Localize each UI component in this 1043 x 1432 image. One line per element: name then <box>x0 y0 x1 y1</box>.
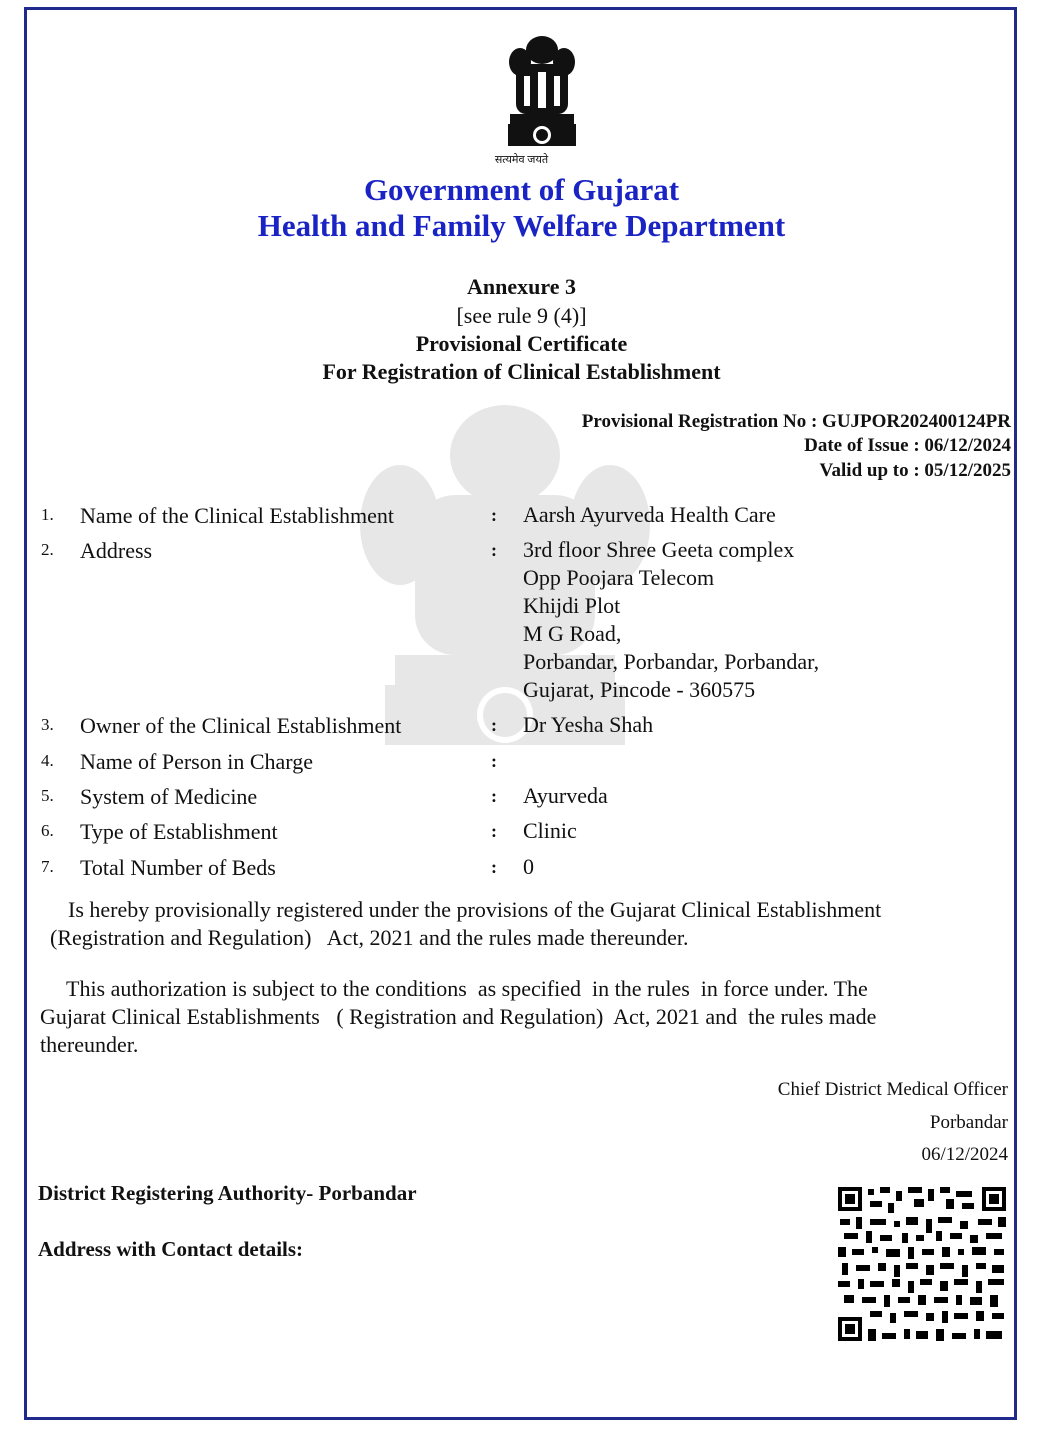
paragraph-line: thereunder. <box>40 1032 139 1057</box>
paragraph-line: Gujarat Clinical Establishments ( Registration and Regulation) Act, 2021 and the rules made <box>40 1004 877 1029</box>
row-label: Type of Establishment <box>80 819 278 844</box>
rule-reference: [see rule 9 (4)] <box>456 303 587 328</box>
row-colon: : <box>491 857 497 877</box>
date-of-issue: Date of Issue : 06/12/2024 <box>804 435 1011 456</box>
row-colon: : <box>491 786 497 806</box>
row-label: Address <box>80 538 153 563</box>
row-value: Aarsh Ayurveda Health Care <box>523 502 776 527</box>
signatory-date: 06/12/2024 <box>921 1144 1008 1165</box>
row-colon: : <box>491 505 497 525</box>
row-number: 5. <box>41 786 54 805</box>
emblem-motto: सत्यमेव जयते <box>494 154 549 166</box>
row-label: Name of the Clinical Establishment <box>80 503 395 528</box>
registering-authority: District Registering Authority- Porbandar <box>38 1181 417 1205</box>
row-number: 4. <box>41 751 54 770</box>
address-line: Opp Poojara Telecom <box>523 565 715 590</box>
paragraph-line: This authorization is subject to the conditions as specified in the rules in force under. The <box>66 976 868 1001</box>
contact-details-label: Address with Contact details: <box>38 1237 304 1261</box>
row-number: 1. <box>41 505 54 524</box>
row-number: 2. <box>41 540 54 559</box>
row-colon: : <box>491 540 497 560</box>
registration-number: Provisional Registration No : GUJPOR202400124PR <box>581 411 1011 432</box>
row-label: Total Number of Beds <box>80 855 276 880</box>
government-name: Government of Gujarat <box>363 172 680 207</box>
row-value: Dr Yesha Shah <box>523 712 654 737</box>
signatory-designation: Chief District Medical Officer <box>777 1079 1008 1100</box>
address-line: Porbandar, Porbandar, Porbandar, <box>523 649 820 674</box>
row-value: Clinic <box>523 818 577 843</box>
authorization-conditions <box>40 975 1007 1059</box>
row-number: 6. <box>41 821 54 840</box>
row-label: System of Medicine <box>80 784 258 809</box>
address-line: 3rd floor Shree Geeta complex <box>523 537 795 562</box>
row-label: Name of Person in Charge <box>80 749 313 774</box>
certificate-title: Provisional Certificate <box>415 331 628 356</box>
valid-up-to: Valid up to : 05/12/2025 <box>819 460 1011 481</box>
address-value <box>523 536 819 704</box>
row-number: 7. <box>41 857 54 876</box>
certificate-subtitle: For Registration of Clinical Establishment <box>322 359 721 384</box>
national-emblem-icon <box>500 32 584 152</box>
paragraph-line: Is hereby provisionally registered under the provisions of the Gujarat Clinical Establishment <box>68 897 882 922</box>
row-value: 0 <box>523 854 534 879</box>
row-label: Owner of the Clinical Establishment <box>80 713 402 738</box>
annexure-label: Annexure 3 <box>467 274 576 299</box>
row-colon: : <box>491 715 497 735</box>
qr-code-icon[interactable] <box>836 1185 1008 1343</box>
registration-statement <box>40 896 1007 952</box>
paragraph-line: (Registration and Regulation) Act, 2021 and the rules made thereunder. <box>50 925 689 950</box>
row-colon: : <box>491 751 497 771</box>
address-line: Gujarat, Pincode - 360575 <box>523 677 756 702</box>
address-line: Khijdi Plot <box>523 593 621 618</box>
department-name: Health and Family Welfare Department <box>257 208 786 243</box>
address-line: M G Road, <box>523 621 622 646</box>
row-number: 3. <box>41 715 54 734</box>
row-colon: : <box>491 821 497 841</box>
signatory-place: Porbandar <box>929 1112 1008 1133</box>
row-value: Ayurveda <box>523 783 608 808</box>
